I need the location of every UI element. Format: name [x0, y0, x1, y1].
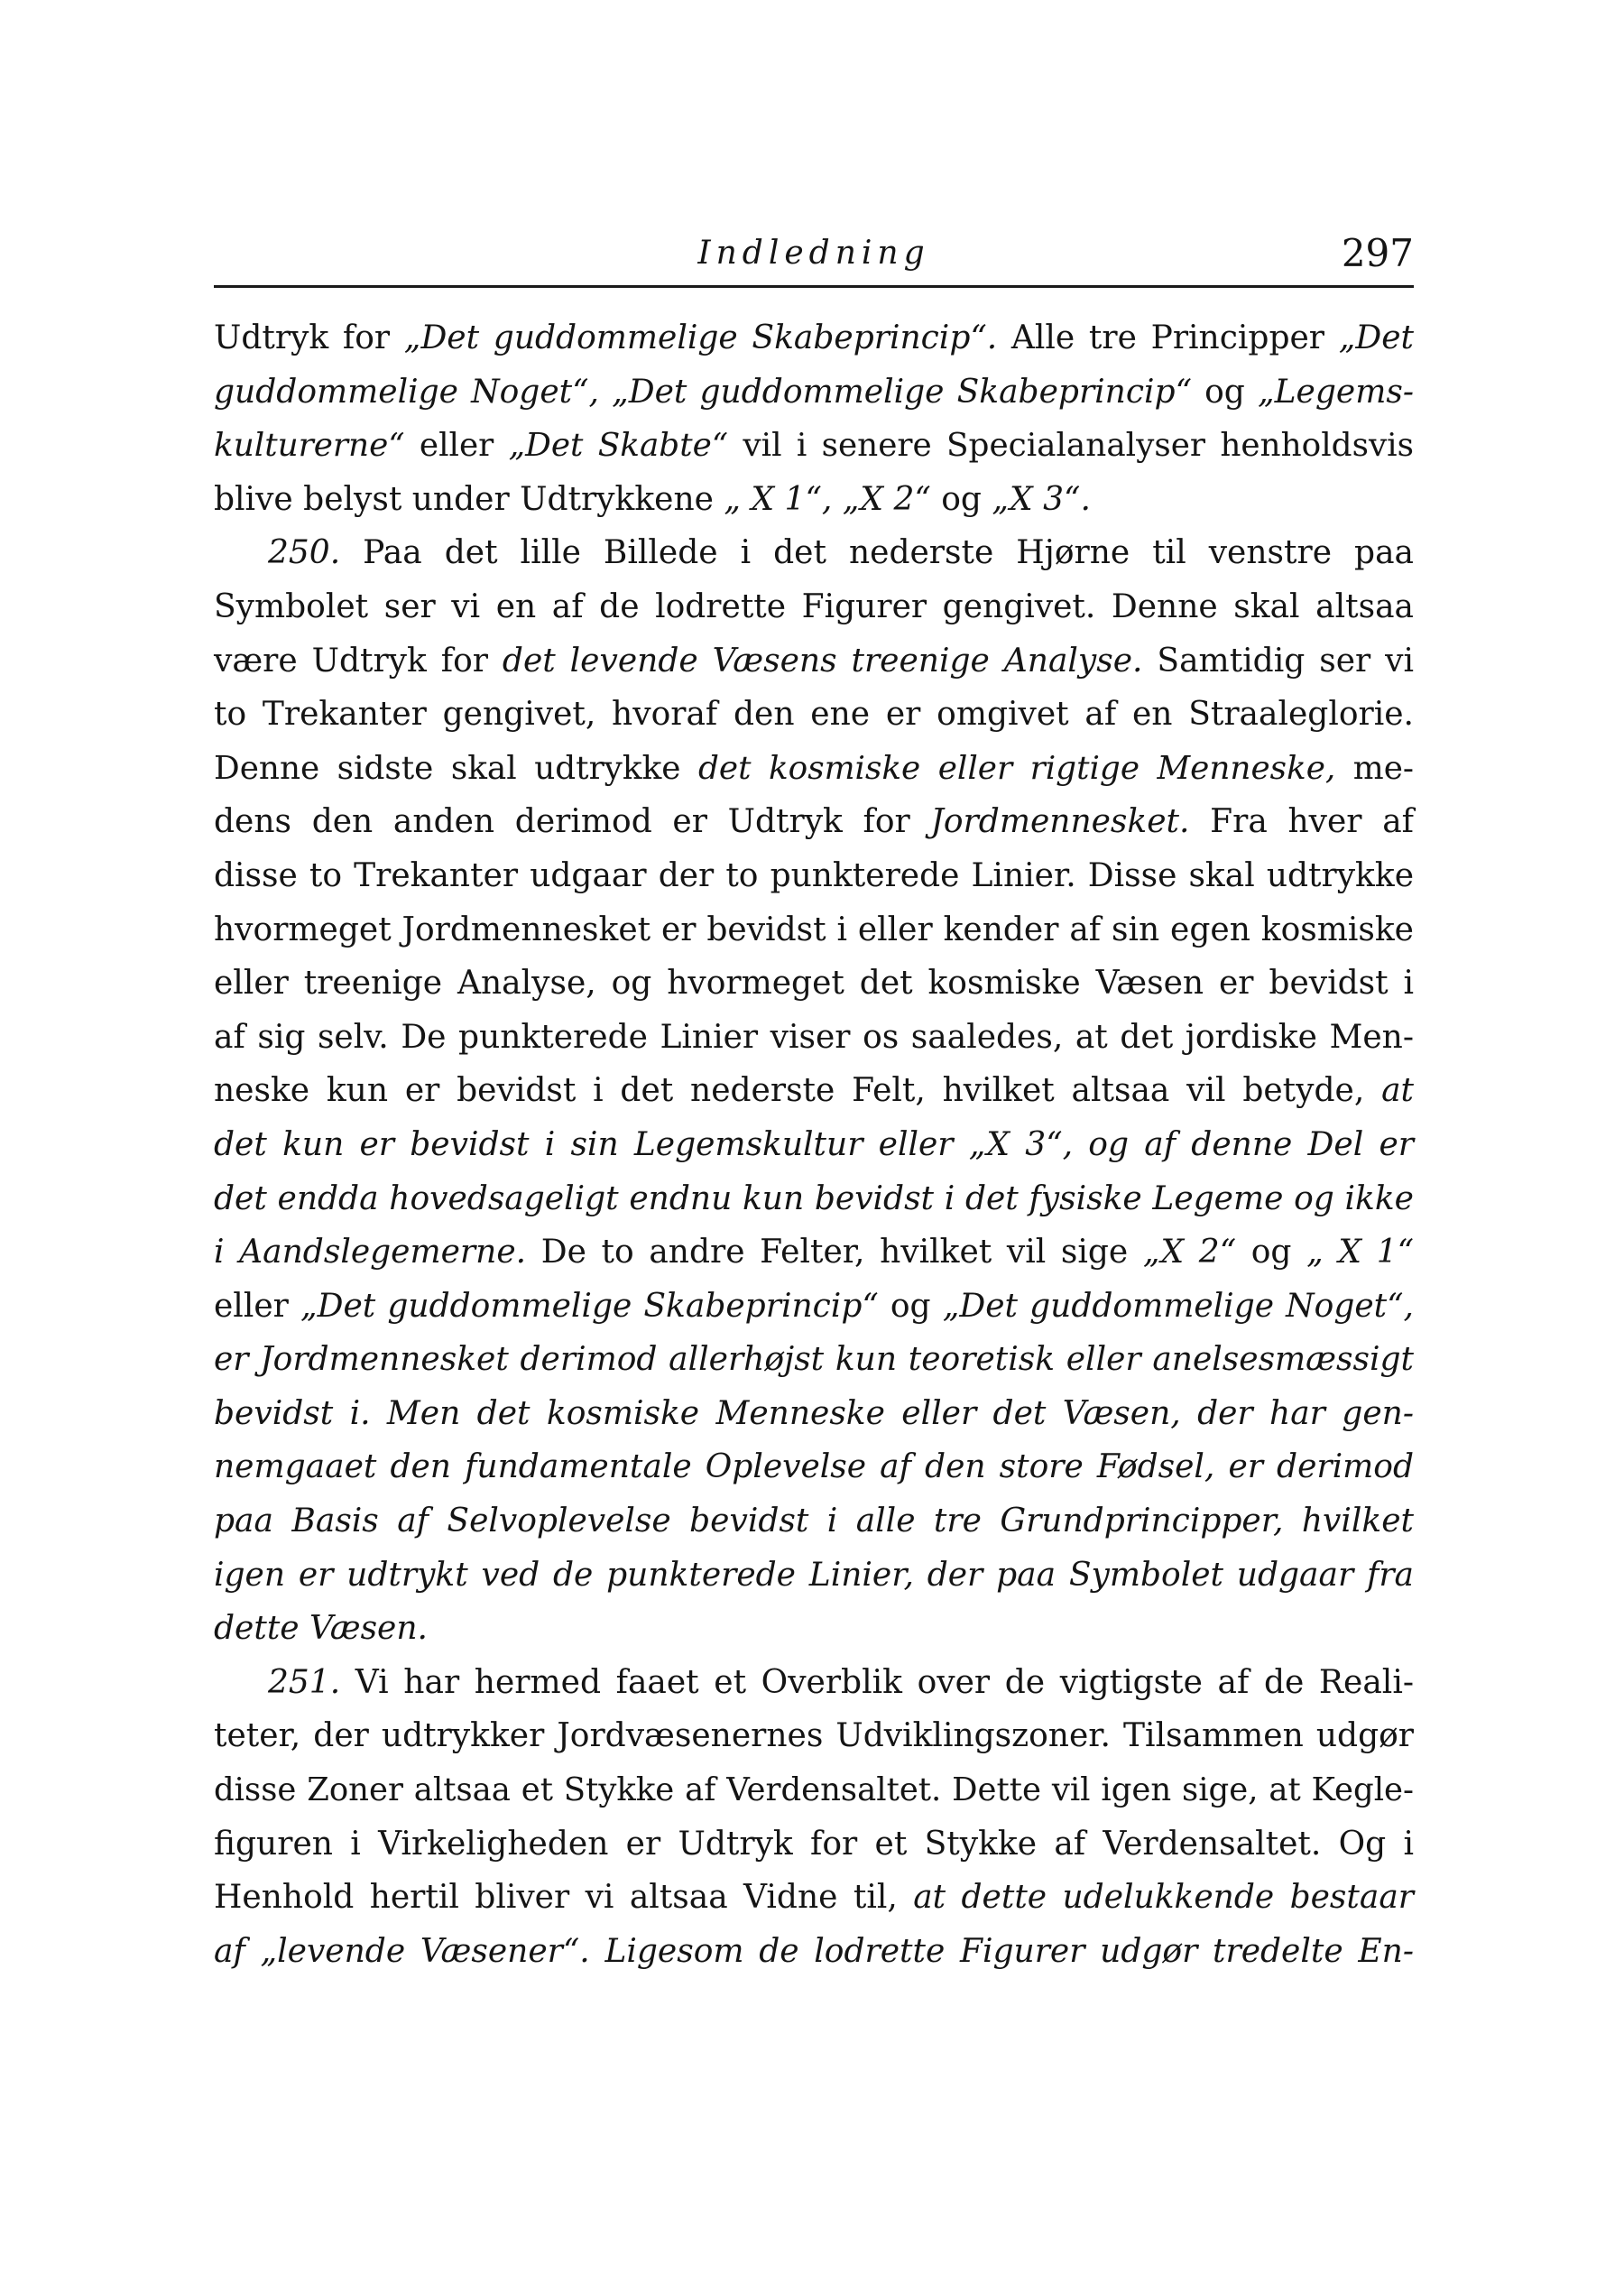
- italic-text: „ X 1“: [1306, 1234, 1414, 1271]
- text-run: af sig selv. De punkterede Linier viser os saaledes, at det jordiske Men-: [214, 1018, 1414, 1056]
- text-line: [214, 1656, 1414, 1710]
- text-line: [214, 1925, 1414, 1979]
- text-run: vil i senere Specialanalyser henholdsvis: [728, 427, 1414, 465]
- text-run: eller treenige Analyse, og hvormeget det kosmiske Væsen er bevidst i: [214, 965, 1414, 1003]
- italic-text: dette Væsen.: [214, 1610, 428, 1648]
- text-run: blive belyst under Udtrykkene: [214, 480, 724, 518]
- text-run: to Trekanter gengivet, hvoraf den ene er omgivet af en Straaleglorie.: [214, 696, 1414, 734]
- italic-text: „X 2“: [1142, 1234, 1237, 1271]
- text-line: [214, 1387, 1414, 1441]
- text-run: dens den anden derimod er Udtryk for: [214, 803, 931, 841]
- text-line: [214, 1333, 1414, 1387]
- text-line: [214, 849, 1414, 903]
- italic-text: „ X 1“, „X 2“: [724, 480, 931, 518]
- italic-text: paa Basis af Selvoplevelse bevidst i alle tre Grundprincipper, hvilket: [214, 1502, 1414, 1540]
- text-run: Denne sidste skal udtrykke: [214, 749, 698, 787]
- italic-text: i Aandslegemerne.: [214, 1234, 527, 1271]
- italic-text: nemgaaet den fundamentale Oplevelse af den store Fødsel, er derimod: [214, 1448, 1414, 1486]
- italic-text: det kosmiske eller rigtige Menneske,: [697, 749, 1336, 787]
- italic-text: „Det guddommelige Skabeprincip“: [300, 1287, 879, 1325]
- italic-text: „Legems-: [1258, 373, 1414, 411]
- running-title: Indledning: [697, 235, 930, 272]
- text-run: teter, der udtrykker Jordvæsenernes Udviklingszoner. Tilsammen udgør: [214, 1717, 1414, 1755]
- text-run: og: [878, 1287, 943, 1325]
- text-run: hvormeget Jordmennesket er bevidst i eller kender af sin egen kosmiske: [214, 911, 1414, 948]
- text-run: Paa det lille Billede i det nederste Hjørne til venstre paa: [340, 534, 1414, 572]
- page-header: [214, 227, 1414, 288]
- text-line: [214, 311, 1414, 365]
- text-line: [214, 580, 1414, 634]
- text-line: [214, 1064, 1414, 1118]
- italic-text: guddommelige Noget“, „Det guddommelige Skabeprincip“: [214, 373, 1192, 411]
- italic-text: „Det: [1338, 319, 1414, 356]
- text-run: Alle tre Principper: [997, 319, 1339, 356]
- italic-text: bevidst i. Men det kosmiske Menneske eller det Væsen, der har gen-: [214, 1394, 1414, 1432]
- text-line: [214, 1817, 1414, 1872]
- text-run: figuren i Virkeligheden er Udtryk for et Stykke af Verdensaltet. Og i: [214, 1825, 1414, 1863]
- text-line: [214, 1602, 1414, 1656]
- text-line: [214, 957, 1414, 1011]
- text-run: Udtryk for: [214, 319, 404, 356]
- page-number: 297: [1341, 231, 1414, 275]
- text-line: [214, 473, 1414, 527]
- text-line: [214, 1871, 1414, 1925]
- text-run: og: [930, 480, 992, 518]
- text-run: Symbolet ser vi en af de lodrette Figurer gengivet. Denne skal altsaa: [214, 587, 1414, 625]
- text-run: me-: [1335, 749, 1415, 787]
- text-line: [214, 1763, 1414, 1817]
- italic-text: „Det Skabte“: [508, 427, 729, 465]
- italic-text: det endda hovedsageligt endnu kun bevidst i det fysiske Legeme og ikke: [214, 1179, 1414, 1217]
- text-run: Fra hver af: [1189, 803, 1414, 841]
- text-line: [214, 526, 1414, 580]
- italic-text: „X 3“.: [992, 480, 1091, 518]
- text-line: [214, 1549, 1414, 1603]
- italic-text: kulturerne“: [214, 427, 405, 465]
- text-run: Vi har hermed faaet et Overblik over de vigtigste af de Reali-: [340, 1663, 1414, 1701]
- text-run: Samtidig ser vi: [1142, 642, 1414, 680]
- italic-text: det levende Væsens treenige Analyse.: [502, 642, 1143, 680]
- text-line: [214, 1011, 1414, 1065]
- italic-text: „Det guddommelige Skabeprincip“.: [403, 319, 998, 356]
- text-run: være Udtryk for: [214, 642, 503, 680]
- text-run: og: [1236, 1234, 1307, 1271]
- text-line: [214, 1280, 1414, 1334]
- text-line: [214, 1225, 1414, 1280]
- italic-text: igen er udtrykt ved de punkterede Linier, der paa Symbolet udgaar fra: [214, 1556, 1414, 1594]
- text-line: [214, 419, 1414, 473]
- italic-text: af „levende Væsener“. Ligesom de lodrette Figurer udgør tredelte En-: [214, 1932, 1414, 1970]
- body-text: [214, 311, 1414, 1978]
- text-line: [214, 365, 1414, 420]
- italic-text: 251.: [268, 1663, 341, 1701]
- text-run: disse Zoner altsaa et Stykke af Verdensaltet. Dette vil igen sige, at Kegle-: [214, 1771, 1414, 1809]
- text-line: [214, 634, 1414, 689]
- text-line: [214, 1172, 1414, 1226]
- italic-text: Jordmennesket.: [930, 803, 1190, 841]
- text-line: [214, 1709, 1414, 1763]
- italic-text: 250.: [268, 534, 341, 572]
- italic-text: det kun er bevidst i sin Legemskultur eller „X 3“, og af denne Del er: [214, 1125, 1414, 1163]
- text-line: [214, 688, 1414, 742]
- text-line: [214, 795, 1414, 849]
- text-line: [214, 1494, 1414, 1549]
- italic-text: er Jordmennesket derimod allerhøjst kun teoretisk eller anelsesmæssigt: [214, 1341, 1414, 1379]
- text-line: [214, 1118, 1414, 1172]
- text-line: [214, 903, 1414, 957]
- text-run: eller: [214, 1287, 300, 1325]
- italic-text: at dette udelukkende bestaar: [913, 1879, 1414, 1917]
- text-run: eller: [404, 427, 509, 465]
- italic-text: „Det guddommelige Noget“,: [942, 1287, 1414, 1325]
- text-line: [214, 742, 1414, 796]
- italic-text: at: [1381, 1072, 1414, 1110]
- text-line: [214, 1440, 1414, 1494]
- text-run: Henhold hertil bliver vi altsaa Vidne til,: [214, 1879, 914, 1917]
- text-run: De to andre Felter, hvilket vil sige: [526, 1234, 1143, 1271]
- text-run: disse to Trekanter udgaar der to punkterede Linier. Disse skal udtrykke: [214, 856, 1414, 894]
- text-run: neske kun er bevidst i det nederste Felt, hvilket altsaa vil betyde,: [214, 1072, 1382, 1110]
- text-run: og: [1191, 373, 1258, 411]
